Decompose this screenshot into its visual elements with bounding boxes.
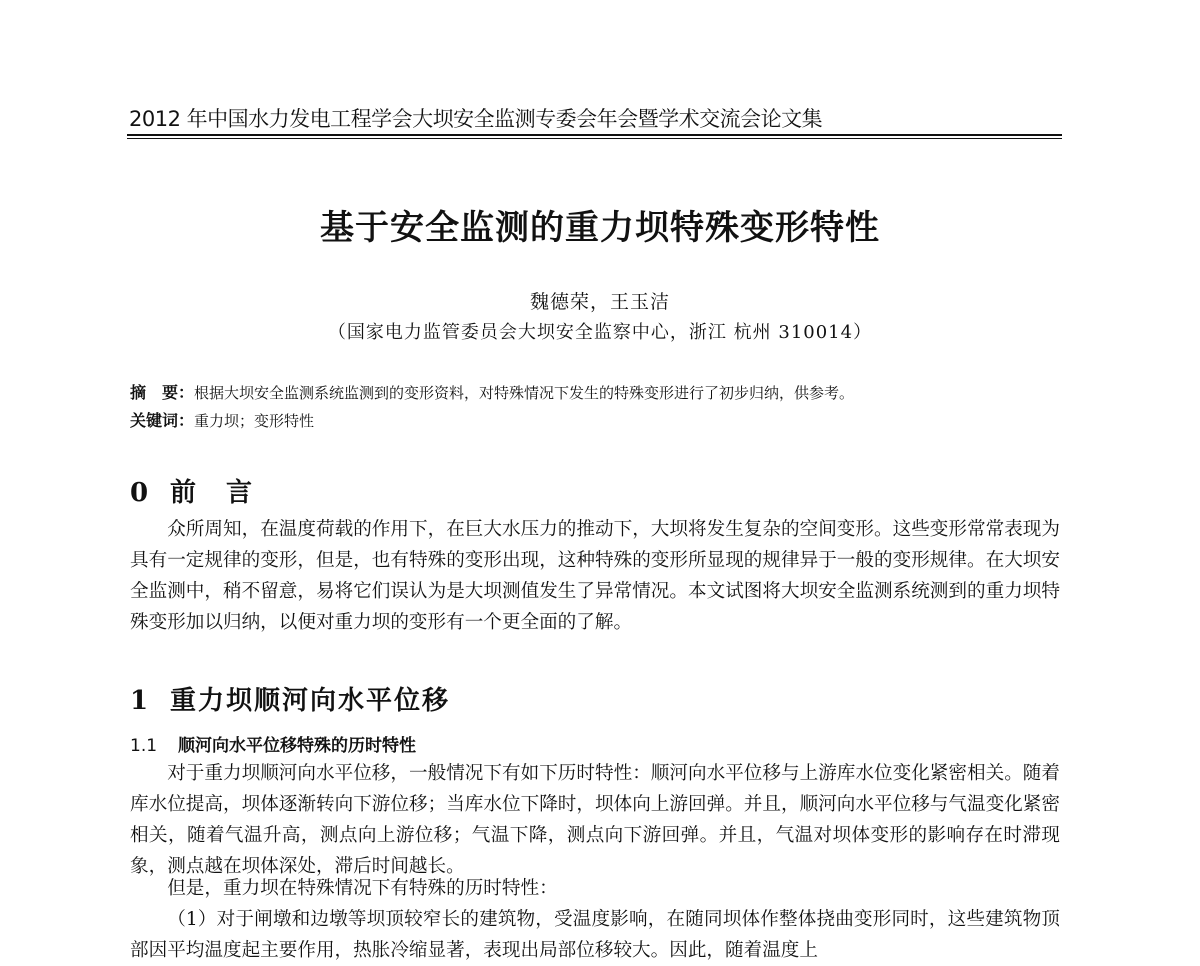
- section-heading-0: [130, 472, 254, 509]
- section-number: 0: [130, 478, 151, 508]
- section-heading-1: [130, 680, 450, 717]
- body-paragraph: （1）对于闸墩和边墩等坝顶较窄长的建筑物，受温度影响，在随同坝体作整体挠曲变形同时，这些建筑物顶部因平均温度起主要作用，热胀冷缩显著，表现出局部位移较大。因此，随着温度上: [130, 909, 1060, 961]
- subsection-heading-1-1: [130, 731, 416, 756]
- header-rule-thin: [127, 138, 1062, 139]
- subsection-number: 1.1: [130, 736, 158, 756]
- abstract-label: 摘 要：: [130, 383, 195, 402]
- keywords-label: 关键词：: [130, 411, 195, 430]
- section-title: 重力坝顺河向水平位移: [170, 686, 451, 716]
- intro-paragraph: 众所周知，在温度荷载的作用下，在巨大水压力的推动下，大坝将发生复杂的空间变形。这些变形常常表现为具有一定规律的变形，但是，也有特殊的变形出现，这种特殊的变形所显现的规律异于一般的变形规律。在大坝安全监测中，稍不留意，易将它们误认为是大坝测值发生了异常情况。本文试图将大坝安全监测系统测到的重力坝特殊变形加以归纳，以便对重力坝的变形有一个更全面的了解。: [130, 519, 1060, 633]
- section-number: 1: [130, 686, 151, 716]
- abstract: [130, 380, 854, 403]
- paper-title: 基于安全监测的重力坝特殊变形特性: [320, 208, 880, 248]
- keywords-text: 重力坝；变形特性: [194, 412, 315, 430]
- body-paragraph: 但是，重力坝在特殊情况下有特殊的历时特性：: [167, 878, 558, 899]
- keywords: [130, 408, 314, 431]
- authors: 魏德荣，王玉洁: [529, 291, 670, 313]
- running-header: 2012 年中国水力发电工程学会大坝安全监测专委会年会暨学术交流会论文集: [129, 107, 823, 131]
- affiliation: （国家电力监管委员会大坝安全监察中心，浙江 杭州 310014）: [327, 322, 873, 343]
- subsection-title: 顺河向水平位移特殊的历时特性: [178, 736, 416, 756]
- section-title: 前 言: [170, 478, 255, 508]
- header-rule: [127, 134, 1062, 136]
- body-paragraph: 对于重力坝顺河向水平位移，一般情况下有如下历时特性：顺河向水平位移与上游库水位变化紧密相关。随着库水位提高，坝体逐渐转向下游位移；当库水位下降时，坝体向上游回弹。并且，顺河向水平位移与气温变化紧密相关，随着气温升高，测点向上游位移；气温下降，测点向下游回弹。并且，气温对坝体变形的影响存在时滞现象，测点越在坝体深处，滞后时间越长。: [130, 763, 1060, 877]
- abstract-text: 根据大坝安全监测系统监测到的变形资料，对特殊情况下发生的特殊变形进行了初步归纳，供参考。: [194, 384, 855, 402]
